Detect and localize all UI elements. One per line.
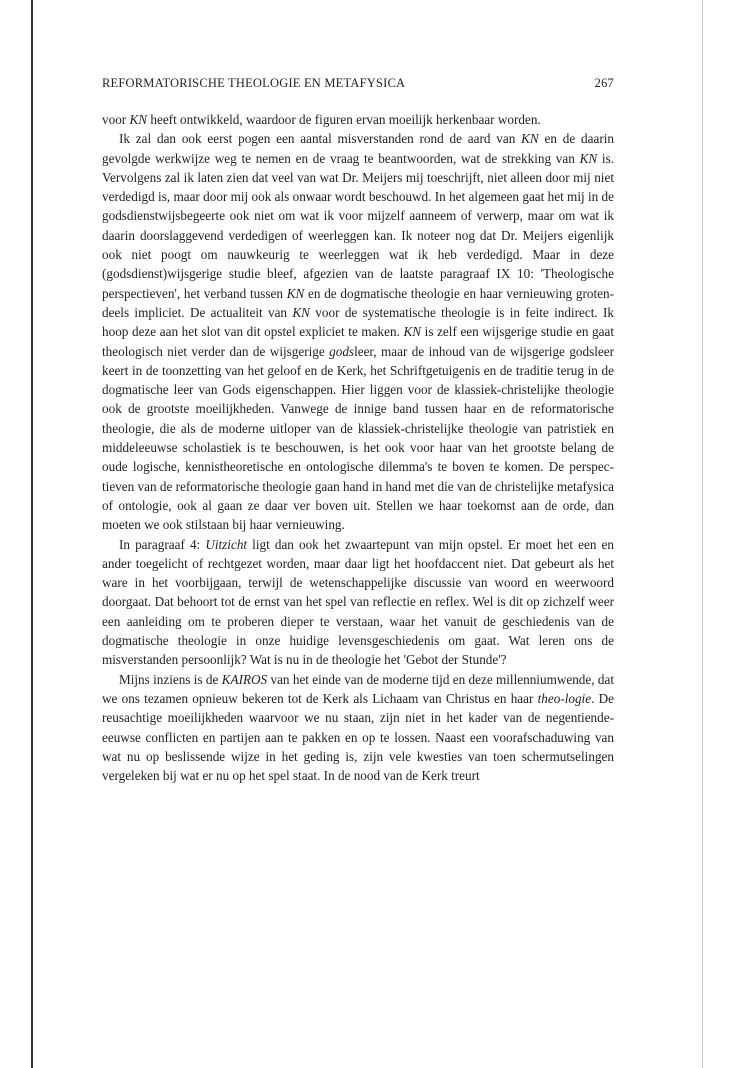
text-run: voor (102, 112, 130, 127)
italic-run: KN (129, 112, 148, 127)
italic-run: theo-logie (537, 690, 592, 706)
italic-run: gods (329, 343, 355, 359)
paragraph-1 (102, 110, 614, 129)
text-run: voor de systematische theologie is in feite indirect. Ik hoop deze aan het slot van dit opstel expliciet te maken. (102, 304, 614, 340)
text-run: en de dogmatische theologie en haar vernieuwing grotendeels impliciet. De actualiteit van (102, 285, 614, 320)
running-title: REFORMATORISCHE THEOLOGIE EN METAFYSICA (102, 76, 406, 90)
text-run: en de daarin gevolgde werkwijze weg te nemen en de vraag te beantwoorden, wat de strekking van (102, 131, 614, 166)
italic-run: KN (579, 150, 598, 166)
text-run: . De reusachtige moeilijkheden waarvoor we nu staan, zijn niet in het kader van de negentiende-eeuwse conflicten en partijen aan te pakken en op te lossen. Naast een voorafschaduwing van wat nu op beslissende wijze in het geding is, zijn vele kwesties van toen schermutselingen vergeleken bij wat er nu op het spel staat. In de nood van de Kerk treurt (102, 690, 614, 784)
paragraph-2 (102, 129, 614, 534)
italic-run: KN (286, 285, 305, 301)
text-run: leer, maar de inhoud van de wijsgerige godsleer keert in de toonzetting van het geloof en de Kerk, het Schriftgetuigenis en de traditie terug in de dogmatische leer van Gods eigenschappen. Hier liggen voor de klassiek-christelijke theologie ook de grootste moeilijkheden. Vanwege de innige band tussen haar en de reformatorische theologie, die als de moderne uitloper van de klassiek-christelijke theologie van patristiek en middeleeuwse scholastiek is te beschouwen, is het ook voor haar van het grootste belang de oude logische, kennistheoretische en ontologische dilemma's te boven te komen. De perspectieven van de reformatorische theologie gaan hand in hand met die van de christelijke metafysica of ontologie, ook al gaan ze daar ver boven uit. Stellen we haar toekomst aan de orde, dan moeten we ook stilstaan bij haar vernieuwing. (102, 343, 615, 533)
page-number: 267 (594, 76, 614, 90)
paragraph-3 (102, 535, 614, 670)
italic-run: KAIROS (221, 671, 268, 687)
body-text (102, 110, 614, 785)
italic-run: KN (292, 304, 310, 320)
scan-right-edge (702, 0, 703, 1068)
text-run: is. Vervolgens zal ik laten zien dat veel van wat Dr. Meijers mij toeschrijft, niet alleen door mij niet verdedigd is, maar door mij ook als onwaar wordt beschouwd. In het algemeen gaat het mij in de godsdienstwijsbegeerte ook niet om wat ik voor mijzelf aanneem of verwerp, maar om wat ik daarin doorslaggevend verdedigen of weerleggen kan. Ik noteer nog dat Dr. Meijers eigenlijk ook niet poogt om nauwkeurig te weerleggen wat ik heb verdedigd. Maar in deze (godsdienst)wijsgerige studie bleef, afgezien van de laatste paragraaf IX 10: 'Theologische perspectieven', het verband tussen (102, 150, 615, 301)
text-run: Mijns inziens is de (119, 671, 222, 687)
book-page (102, 76, 614, 785)
text-run: Ik zal dan ook eerst pogen een aantal misverstanden rond de aard van (119, 131, 522, 147)
text-run: van het einde van de moderne tijd en deze millenniumwende, dat we ons tezamen opnieuw bekeren tot de Kerk als Lichaam van Christus en haar (102, 671, 614, 706)
italic-run: Uitzicht (205, 536, 248, 552)
text-run: is zelf een wijsgerige studie en gaat theologisch niet verder dan de wijsgerige (102, 324, 615, 359)
paragraph-4 (102, 670, 614, 786)
text-run: ligt dan ook het zwaartepunt van mijn opstel. Er moet het een en ander toegelicht of rechtgezet worden, maar daar ligt het hoofdaccent niet. Dat gebeurt als het ware in het voorbijgaan, terwijl de wetenschappelijke discussie van woord en weerwoord doorgaat. Dat behoort tot de ernst van het spel van reflectie en reflex. Wel is dit op zichzelf weer een aanleiding om te proberen dieper te verstaan, waar het vanuit de geschiedenis van de dogmatische theologie in onze huidige levensgeschiedenis om gaat. Wat leren ons de misverstanden persoonlijk? Wat is nu in de theologie het 'Gebot der Stunde'? (102, 536, 614, 668)
italic-run: KN (403, 324, 422, 340)
running-head (102, 76, 614, 98)
text-run: In paragraaf 4: (119, 536, 206, 552)
italic-run: KN (521, 131, 539, 147)
text-run: heeft ontwikkeld, waardoor de figuren ervan moeilijk herkenbaar worden. (147, 112, 541, 127)
scan-left-edge (31, 0, 33, 1068)
